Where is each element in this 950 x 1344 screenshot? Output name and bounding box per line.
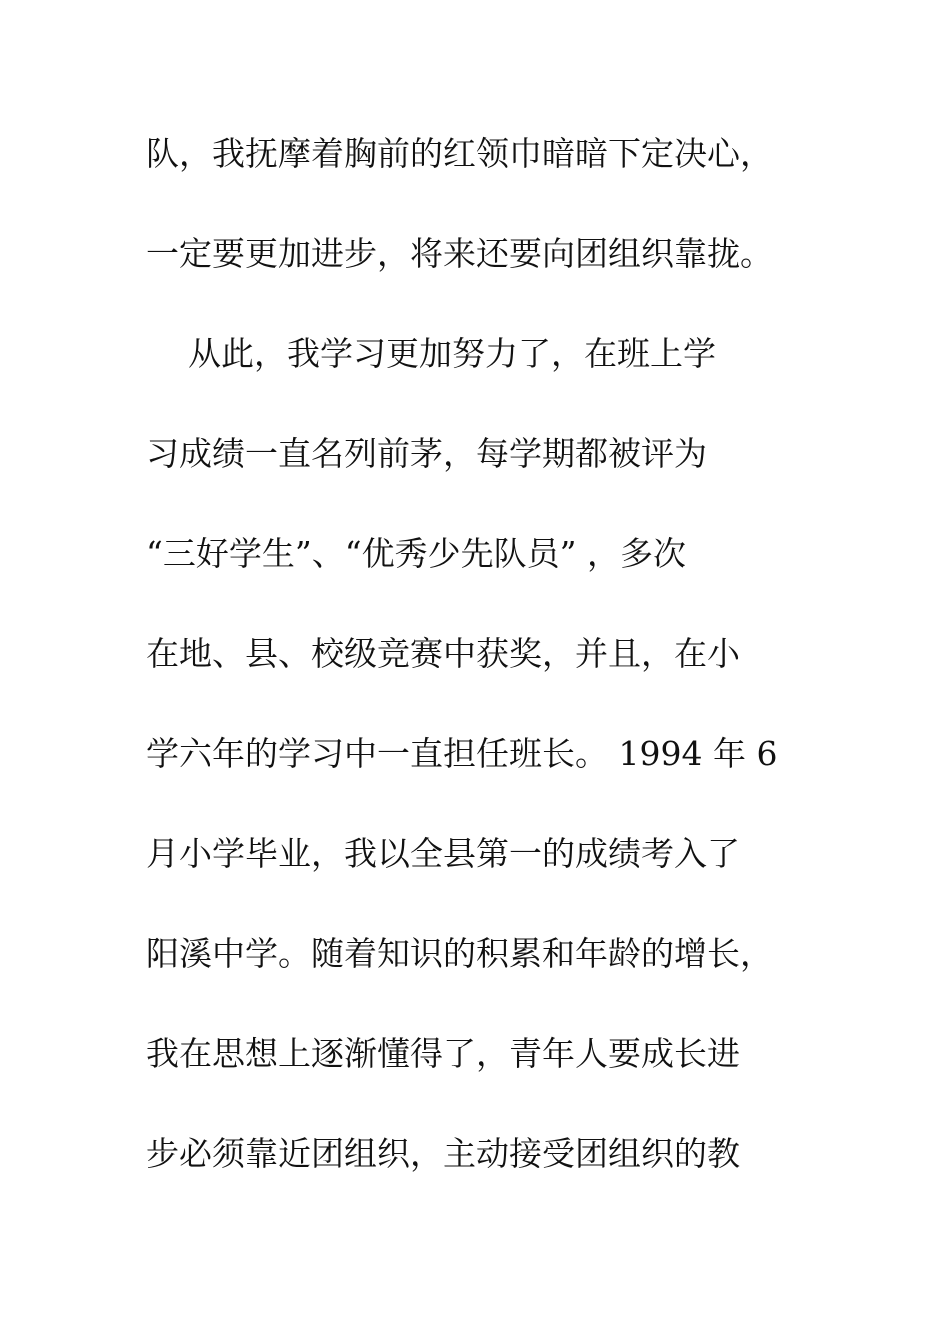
text-line: 我在思想上逐渐懂得了，青年人要成长进	[146, 1034, 740, 1073]
paragraph-start-line: 从此，我学习更加努力了，在班上学	[146, 334, 716, 373]
text-line: 月小学毕业，我以全县第一的成绩考入了	[146, 834, 740, 873]
text-line: 一定要更加进步，将来还要向团组织靠拢。	[146, 234, 773, 273]
text-line: 步必须靠近团组织，主动接受团组织的教	[146, 1134, 740, 1173]
text-line: 在地、县、校级竞赛中获奖，并且，在小	[146, 634, 740, 673]
text-line: 习成绩一直名列前茅，每学期都被评为	[146, 434, 707, 473]
text-line: 队，我抚摩着胸前的红领巾暗暗下定决心，	[146, 134, 773, 173]
text-line: “三好学生”、“优秀少先队员” ，多次	[146, 534, 686, 573]
text-line: 学六年的学习中一直担任班长。 1994 年 6	[146, 734, 778, 773]
text-line: 阳溪中学。随着知识的积累和年龄的增长，	[146, 934, 773, 973]
